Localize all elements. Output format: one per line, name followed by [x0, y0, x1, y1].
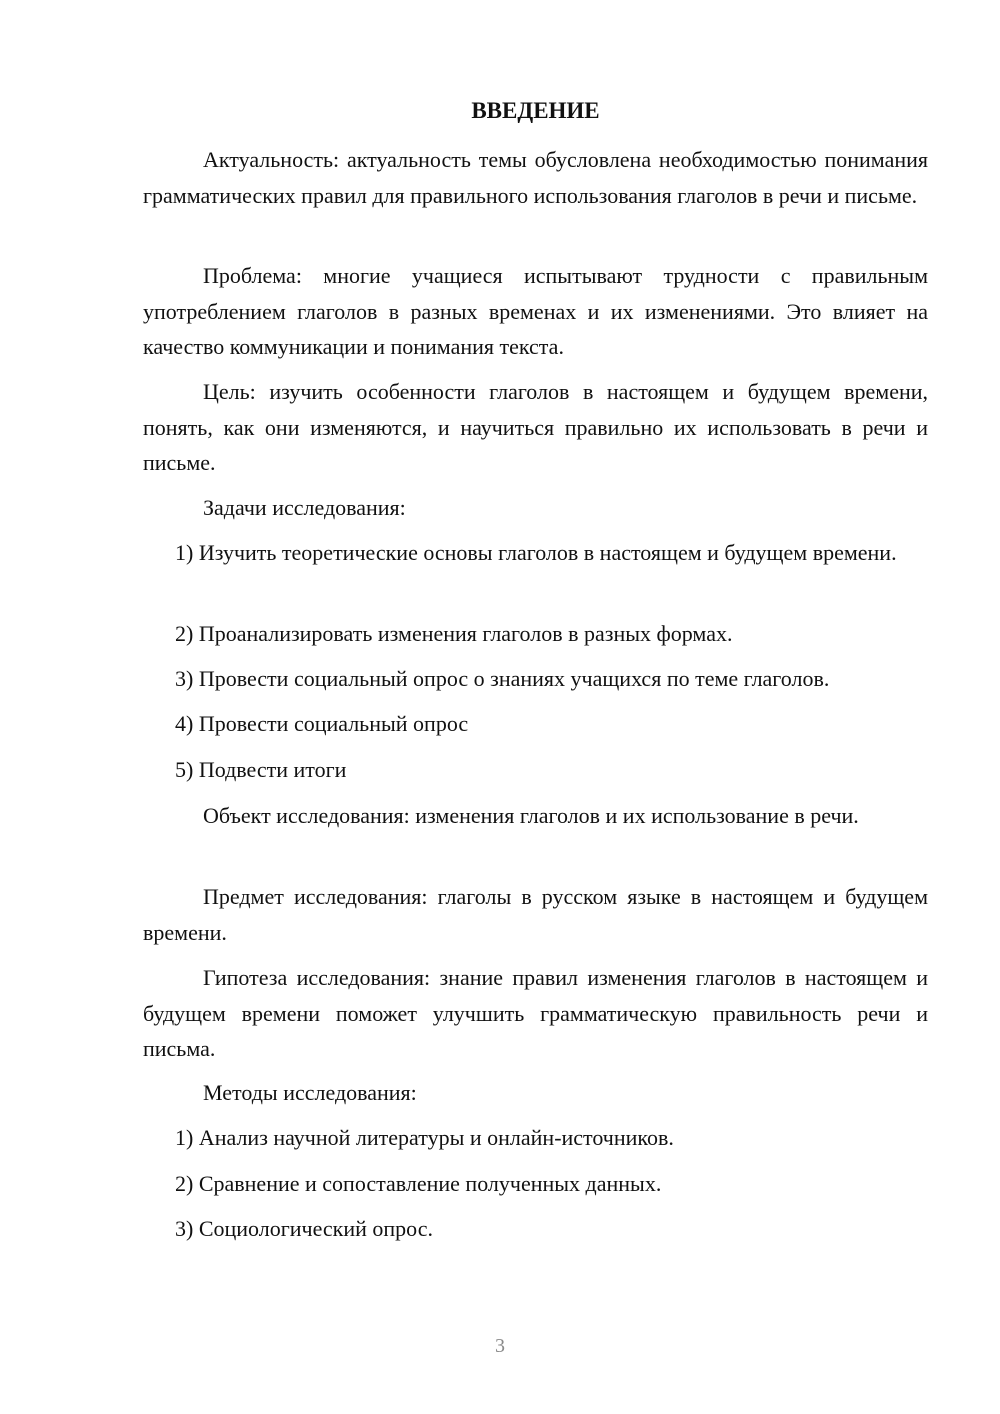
task-item-4: 4) Провести социальный опрос	[175, 711, 469, 736]
task-item-5: 5) Подвести итоги	[175, 757, 347, 782]
paragraph-object: Объект исследования: изменения глаголов и их использование в речи.	[203, 803, 859, 828]
paragraph-goal: Цель: изучить особенности глаголов в настоящем и будущем времени, понять, как они изменяются, и научиться правильно их использовать в речи и письме.	[143, 379, 928, 475]
paragraph-problem: Проблема: многие учащиеся испытывают трудности с правильным употреблением глаголов в разных временах и их изменениями. Это влияет на качество коммуникации и понимания текста.	[143, 263, 928, 359]
paragraph-relevance: Актуальность: актуальность темы обусловлена необходимостью понимания грамматических правил для правильного использования глаголов в речи и письме.	[143, 147, 928, 208]
method-item-3: 3) Социологический опрос.	[175, 1216, 433, 1241]
task-item-1: 1) Изучить теоретические основы глаголов в настоящем и будущем времени.	[175, 540, 897, 565]
method-item-2: 2) Сравнение и сопоставление полученных данных.	[175, 1171, 662, 1196]
paragraph-subject: Предмет исследования: глаголы в русском языке в настоящем и будущем времени.	[143, 884, 928, 945]
task-item-3: 3) Провести социальный опрос о знаниях учащихся по теме глаголов.	[175, 666, 830, 691]
paragraph-hypothesis: Гипотеза исследования: знание правил изменения глаголов в настоящем и будущем времени поможет улучшить грамматическую правильность речи и письма.	[143, 965, 928, 1061]
method-item-1: 1) Анализ научной литературы и онлайн-источников.	[175, 1125, 674, 1150]
page-number: 3	[495, 1335, 505, 1357]
task-item-2: 2) Проанализировать изменения глаголов в разных формах.	[175, 621, 733, 646]
tasks-heading: Задачи исследования:	[203, 495, 406, 520]
page-title: ВВЕДЕНИЕ	[471, 98, 600, 123]
methods-heading: Методы исследования:	[203, 1080, 417, 1105]
